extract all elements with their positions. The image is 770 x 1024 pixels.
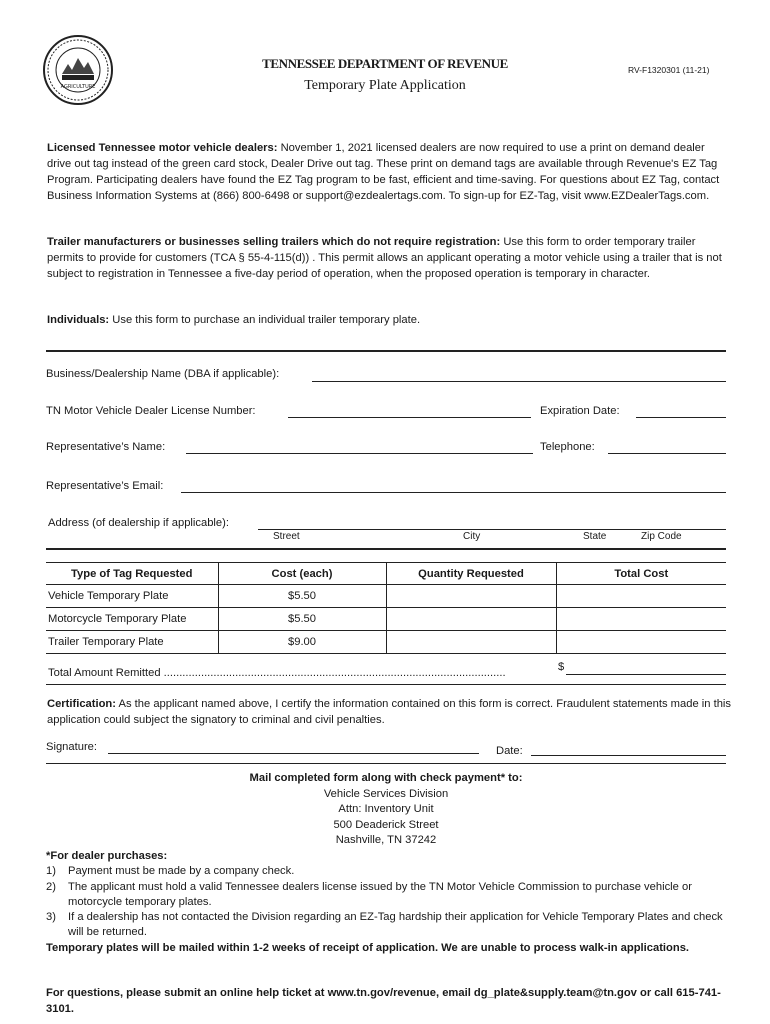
- rep-name-label: Representative’s Name:: [46, 441, 166, 453]
- expiration-date-label: Expiration Date:: [540, 405, 620, 417]
- certification-text: As the applicant named above, I certify the information contained on this form is correct. Fraudulent statements made in this application could subject the signatory to criminal and civil penalties.: [47, 698, 732, 726]
- tag-type-cell: Vehicle Temporary Plate: [46, 585, 218, 608]
- quantity-header: Quantity Requested: [386, 563, 556, 585]
- dealers-paragraph: [47, 140, 732, 204]
- certification-heading: Certification:: [47, 698, 116, 710]
- telephone-label: Telephone:: [540, 441, 595, 453]
- total-cost-input[interactable]: [556, 608, 726, 631]
- department-title: TENNESSEE DEPARTMENT OF REVENUE: [262, 56, 508, 71]
- section-divider: [46, 763, 726, 764]
- form-number: RV-F1320301 (11-21): [628, 65, 710, 75]
- list-item: 1) Payment must be made by a company check.: [46, 865, 295, 878]
- mailing-line: Nashville, TN 37242: [335, 834, 437, 846]
- signature-label: Signature:: [46, 741, 97, 753]
- certification-paragraph: [47, 696, 732, 728]
- table-header-row: [46, 563, 726, 585]
- individuals-paragraph: [47, 312, 732, 328]
- dealers-heading: Licensed Tennessee motor vehicle dealers:: [47, 142, 278, 154]
- questions-footer: For questions, please submit an online help ticket at www.tn.gov/revenue, email dg_plate&supply.team@tn.gov or call 615-741-3101.: [46, 987, 721, 1015]
- total-cost-input[interactable]: [556, 585, 726, 608]
- section-divider: [46, 548, 726, 550]
- type-header: Type of Tag Requested: [46, 563, 218, 585]
- address-field[interactable]: [258, 529, 726, 530]
- total-currency-symbol: $: [558, 661, 565, 673]
- business-name-field[interactable]: [312, 381, 726, 382]
- rep-email-label: Representative’s Email:: [46, 480, 164, 492]
- business-name-label: Business/Dealership Name (DBA if applicable):: [46, 368, 280, 380]
- mailing-line: 500 Deaderick Street: [333, 818, 439, 831]
- dealer-notes-list: [46, 864, 726, 940]
- trailer-text: Use this form to order temporary trailer permits to provide for customers (TCA § 55-4-115(d)) . This permit allows an applicant operating a motor vehicle using a trailer that is not subject to registration in Tennessee a five-day period of operation, when the proposed operation is temporary in character.: [47, 236, 722, 280]
- individuals-heading: Individuals:: [47, 314, 110, 326]
- tag-cost-cell: $5.50: [218, 585, 386, 608]
- date-label: Date:: [496, 745, 523, 757]
- rep-email-field[interactable]: [181, 492, 726, 493]
- license-number-field[interactable]: [288, 417, 531, 418]
- total-remitted-field[interactable]: [566, 674, 726, 675]
- total-remitted-label: Total Amount Remitted ..............................................................................................................: [48, 667, 506, 679]
- mailed-notice: Temporary plates will be mailed within 1-2 weeks of receipt of application. We are unable to process walk-in applications.: [46, 941, 690, 954]
- dealer-notes: [46, 849, 726, 956]
- state-seal-logo: [42, 34, 114, 106]
- signature-field[interactable]: [108, 753, 479, 754]
- cost-header: Cost (each): [218, 563, 386, 585]
- trailer-paragraph: [47, 234, 732, 282]
- tag-cost-cell: $9.00: [218, 631, 386, 654]
- individuals-text: Use this form to purchase an individual trailer temporary plate.: [109, 314, 421, 326]
- table-row: [46, 631, 726, 654]
- telephone-field[interactable]: [608, 453, 726, 454]
- table-row: [46, 608, 726, 631]
- license-number-label: TN Motor Vehicle Dealer License Number:: [46, 405, 256, 417]
- dealers-text: November 1, 2021 licensed dealers are now required to use a print on demand dealer drive out tag instead of the green card stock, Dealer Drive out tag. These print on demand tags are available through Revenue's EZ Tag Program. Participating dealers have found the EZ Tag program to be fast, efficient and time-saving. For questions about EZ Tag, contact Business Information Systems at (866) 800-6498 or support@ezdealertags.com. To sign-up for EZ-Tag, visit www.EZDealerTags.com.: [47, 142, 720, 202]
- tag-type-cell: Motorcycle Temporary Plate: [46, 608, 218, 631]
- rep-name-field[interactable]: [186, 453, 533, 454]
- section-divider: [46, 350, 726, 352]
- quantity-input[interactable]: [386, 585, 556, 608]
- city-sublabel: City: [463, 531, 481, 542]
- quantity-input[interactable]: [386, 608, 556, 631]
- svg-text:AGRICULTURE: AGRICULTURE: [60, 84, 96, 90]
- form-title: Temporary Plate Application: [304, 78, 466, 93]
- dealer-notes-heading: *For dealer purchases:: [46, 850, 168, 862]
- mailing-line: Attn: Inventory Unit: [338, 803, 434, 815]
- list-item: 3) If a dealership has not contacted the Division regarding an EZ-Tag hardship their application for Vehicle Temporary Plates and check will be returned.: [46, 911, 723, 939]
- tag-cost-cell: $5.50: [218, 608, 386, 631]
- total-cost-input[interactable]: [556, 631, 726, 654]
- tag-type-cell: Trailer Temporary Plate: [46, 631, 218, 654]
- street-sublabel: Street: [273, 531, 300, 542]
- zip-sublabel: Zip Code: [641, 531, 682, 542]
- quantity-input[interactable]: [386, 631, 556, 654]
- total-header: Total Cost: [556, 563, 726, 585]
- tag-order-table: [46, 562, 726, 654]
- list-item: 2) The applicant must hold a valid Tennessee dealers license issued by the TN Motor Vehicle Commission to purchase vehicle or motorcycle temporary plates.: [46, 880, 692, 908]
- table-row: [46, 585, 726, 608]
- state-sublabel: State: [583, 531, 607, 542]
- date-field[interactable]: [531, 755, 726, 756]
- trailer-heading: Trailer manufacturers or businesses selling trailers which do not require registration:: [47, 236, 501, 248]
- expiration-date-field[interactable]: [636, 417, 726, 418]
- mailing-heading: Mail completed form along with check payment* to:: [249, 772, 523, 784]
- address-label: Address (of dealership if applicable):: [48, 517, 229, 529]
- mailing-block: [46, 771, 726, 849]
- mailing-line: Vehicle Services Division: [323, 787, 449, 800]
- section-divider: [46, 684, 726, 685]
